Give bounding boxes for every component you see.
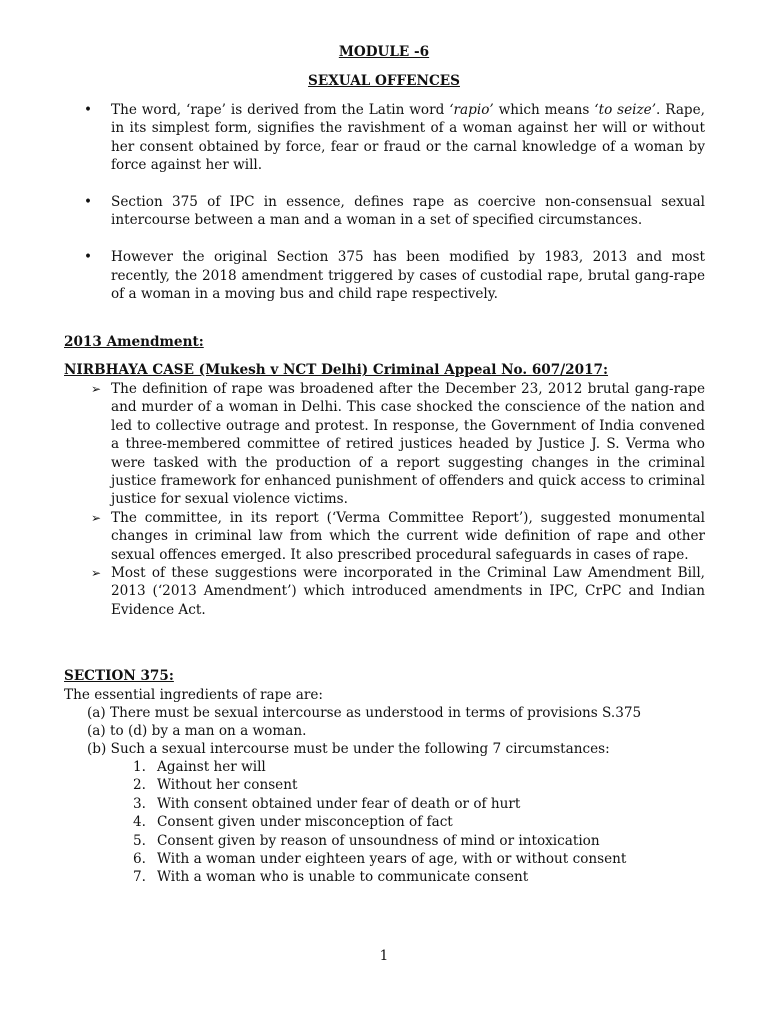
circumstance-text: Consent given by reason of unsoundness of mind or intoxication [157, 832, 600, 849]
bullet-italic-to-seize: ‘to seize’ [594, 102, 657, 118]
section-375-heading: SECTION 375: [64, 668, 174, 684]
point-text: Most of these suggestions were incorporated in the Criminal Law Amendment Bill, 2013 (‘2013 Amendment’) which introduced amendments in IPC, CrPC and Indian Evidence Act. [111, 565, 705, 618]
arrow-bullet-icon: ➢ [91, 510, 102, 525]
circumstance-text: With consent obtained under fear of death or of hurt [157, 795, 521, 812]
bullet-marker: • [84, 102, 93, 118]
page-number: 1 [379, 948, 389, 964]
point-text: The definition of rape was broadened after the December 23, 2012 brutal gang-rape and murder of a woman in Delhi. This case shocked the conscience of the nation and led to collective outrage and protest. In response, the Government of India convened a three-membered committee of retired justices headed by Justice J. S. Verma who were tasked with the production of a report suggesting changes in the criminal justice framework for enhanced punishment of offenders and quick access to criminal justice for sexual violence victims. [111, 381, 705, 508]
circumstance-number: 4. [133, 814, 146, 831]
circumstance-item [133, 776, 626, 794]
amendment-points-list [91, 380, 705, 619]
circumstance-number: 1. [133, 759, 146, 775]
circumstance-item [133, 832, 626, 850]
amendment-point-2 [91, 509, 705, 564]
bullet-italic-rapio: ‘rapio’ [449, 102, 494, 118]
circumstance-item [133, 868, 626, 886]
bullet-marker: • [84, 249, 93, 266]
intro-bullet-1 [84, 101, 705, 175]
circumstance-text: Against her will [157, 759, 266, 775]
circumstance-text: With a woman who is unable to communicate consent [157, 869, 529, 886]
circumstance-text: Without her consent [157, 777, 298, 794]
amendment-point-3 [91, 564, 705, 619]
circumstance-number: 6. [133, 851, 146, 868]
topic-title: SEXUAL OFFENCES [308, 73, 460, 89]
circumstances-list [133, 758, 626, 887]
bullet-text-pre: The word, ‘rape’ is derived from the Latin word [111, 102, 450, 118]
circumstance-number: 2. [133, 777, 146, 794]
intro-bullet-list [84, 101, 705, 322]
ingredient-a: (a) There must be sexual intercourse as understood in terms of provisions S.375 [87, 705, 642, 721]
circumstance-number: 5. [133, 832, 146, 849]
circumstance-item [133, 758, 626, 776]
amendment-point-1 [91, 380, 705, 509]
bullet-text: Section 375 of IPC in essence, defines rape as coercive non-consensual sexual intercourse between a man and a woman in a set of specified circumstances. [111, 194, 705, 229]
module-title: MODULE -6 [338, 44, 430, 60]
circumstance-text: With a woman under eighteen years of age, with or without consent [157, 851, 627, 868]
intro-bullet-3 [84, 248, 705, 303]
bullet-text-post: . Rape, in its simplest form, signifies the ravishment of a woman against her will or without her consent obtained by force, fear or fraud or the carnal knowledge of a woman by force against her will. [111, 102, 705, 174]
ingredient-a-to-d: (a) to (d) by a man on a woman. [87, 723, 307, 739]
circumstance-item [133, 795, 626, 813]
ingredients-intro: The essential ingredients of rape are: [64, 687, 323, 703]
circumstance-number: 7. [133, 869, 146, 886]
arrow-bullet-icon: ➢ [91, 382, 102, 396]
circumstance-number: 3. [133, 795, 146, 812]
bullet-text: However the original Section 375 has been modified by 1983, 2013 and most recently, the 2018 amendment triggered by cases of custodial rape, brutal gang-rape of a woman in a moving bus and child rape respectively. [111, 249, 705, 303]
point-text: The committee, in its report (‘Verma Committee Report’), suggested monumental changes in criminal law from which the current wide definition of rape and other sexual offences emerged. It also prescribed procedural safeguards in cases of rape. [111, 509, 705, 563]
circumstance-item [133, 850, 626, 868]
arrow-bullet-icon: ➢ [91, 566, 102, 581]
circumstance-item [133, 813, 626, 831]
nirbhaya-case-heading: NIRBHAYA CASE (Mukesh v NCT Delhi) Criminal Appeal No. 607/2017: [64, 362, 609, 378]
bullet-marker: • [84, 194, 93, 211]
amendment-2013-heading: 2013 Amendment: [64, 334, 204, 350]
bullet-text-mid: which means [493, 102, 595, 118]
circumstance-text: Consent given under misconception of fact [157, 814, 453, 831]
ingredient-b: (b) Such a sexual intercourse must be under the following 7 circumstances: [87, 741, 610, 757]
intro-bullet-2 [84, 193, 705, 230]
